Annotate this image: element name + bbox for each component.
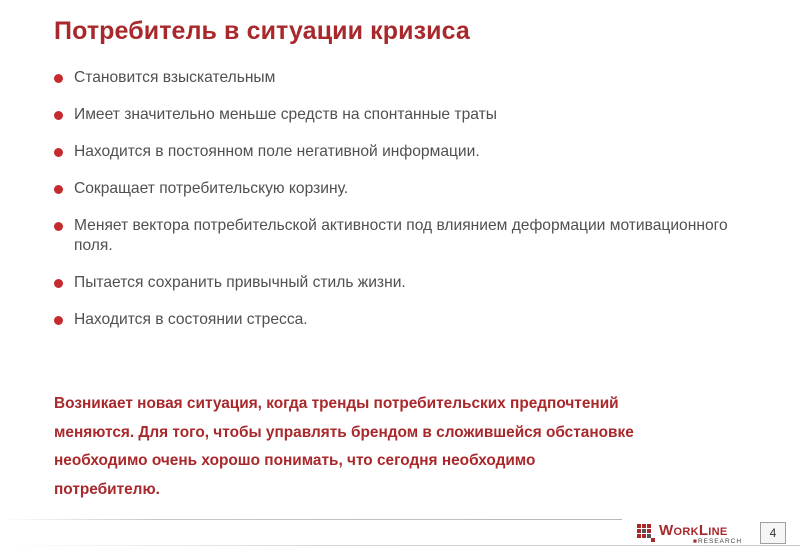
logo-wordmark: WORKLINE [659,522,728,539]
bullet-dot-icon [54,316,63,325]
conclusion-line: потребителю. [54,480,160,498]
bullet-item [54,216,734,256]
workline-logo [637,522,753,546]
bullet-dot-icon [54,222,63,231]
bullet-item [54,179,754,199]
page-number: 4 [760,522,786,544]
bullet-item [54,310,754,330]
conclusion-line: необходимо очень хорошо понимать, что сегодня необходимо [54,452,536,469]
bullet-item [54,105,754,125]
bullet-dot-icon [54,279,63,288]
bullet-text: Пытается сохранить привычный стиль жизни. [74,274,406,291]
bullet-item [54,68,754,88]
workline-grid-logo-icon [637,524,655,542]
logo-subtitle: ■RESEARCH [693,538,743,545]
bullet-text: Находится в постоянном поле негативной информации. [74,143,480,160]
bullet-dot-icon [54,111,63,120]
conclusion-text [54,390,754,504]
bullet-text: Сокращает потребительскую корзину. [74,180,349,197]
footer-divider [0,519,622,520]
bullet-list [54,68,754,347]
bullet-text: Меняет вектора потребительской активности под влиянием деформации мотивационного поля. [74,217,728,254]
bullet-item [54,142,754,162]
slide-title: Потребитель в ситуации кризиса [54,17,470,45]
conclusion-line: Возникает новая ситуация, когда тренды потребительских предпочтений [54,395,619,412]
bullet-text: Находится в состоянии стресса. [74,311,308,328]
conclusion-line: меняются. Для того, чтобы управлять брендом в сложившейся обстановке [54,423,634,441]
bullet-item [54,273,754,293]
bullet-text: Становится взыскательным [74,69,276,86]
bullet-dot-icon [54,148,63,157]
bullet-dot-icon [54,185,63,194]
bullet-text: Имеет значительно меньше средств на спонтанные траты [74,106,497,123]
bullet-dot-icon [54,74,63,83]
